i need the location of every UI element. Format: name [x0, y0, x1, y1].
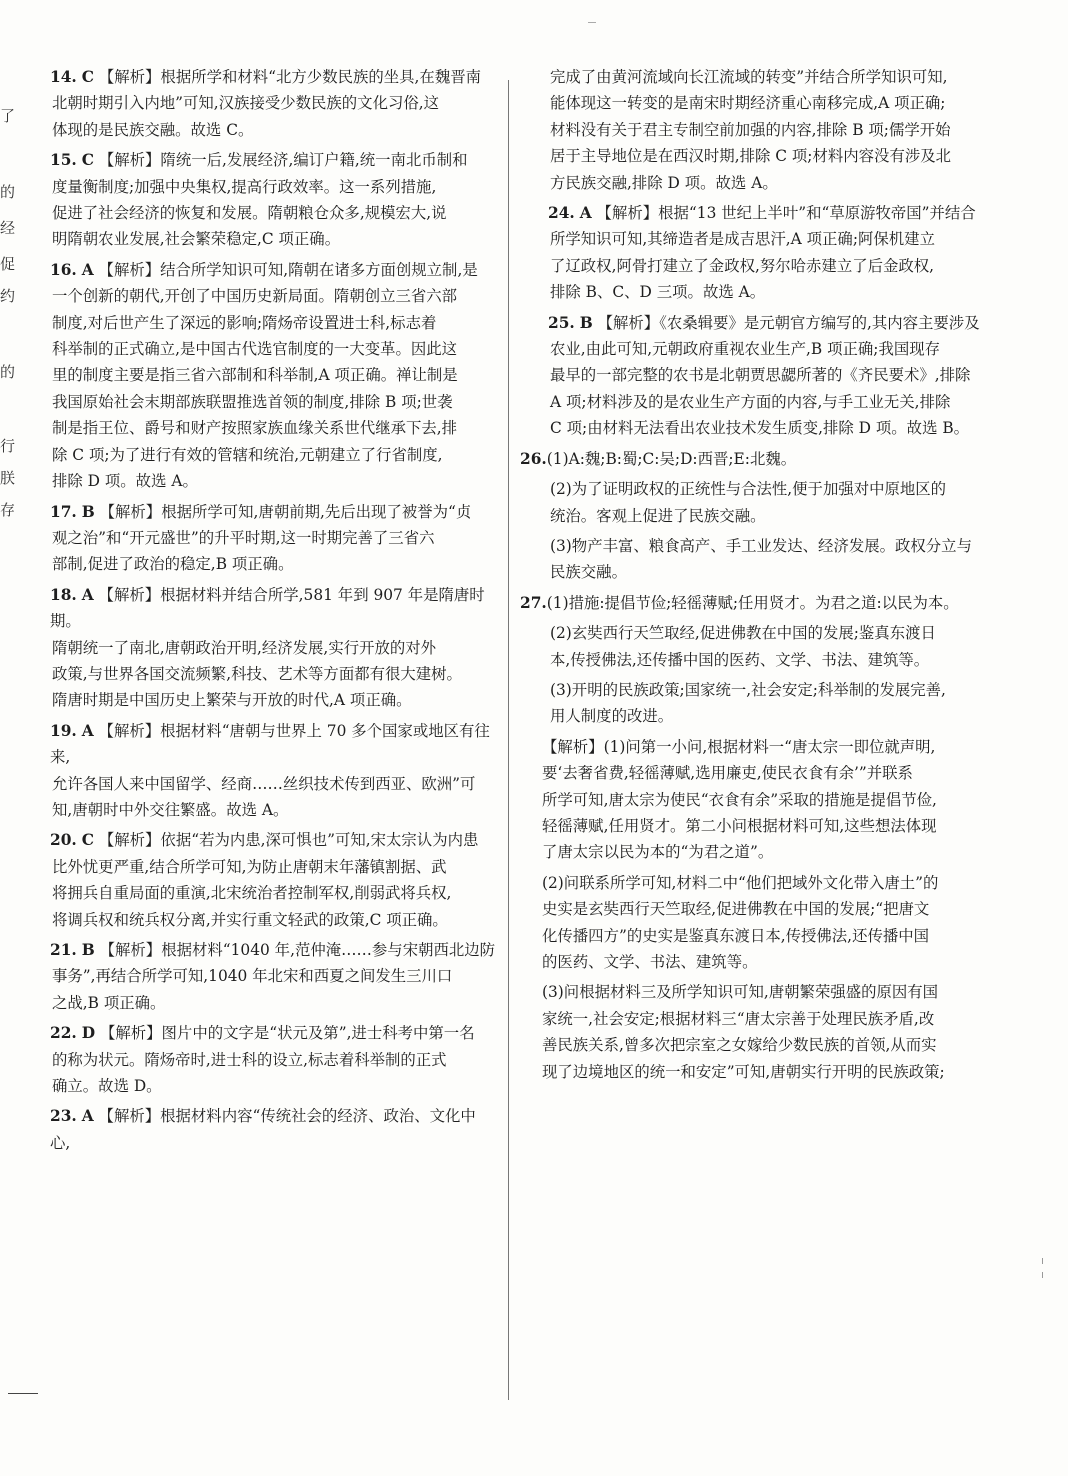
answer-line	[22, 1020, 496, 1046]
line-text: 结合所学知识可知,隋朝在诸多方面创规立制,是	[160, 260, 478, 279]
answer-letter: C	[81, 68, 94, 86]
answer-line	[22, 937, 496, 963]
answer-letter: C	[81, 151, 94, 170]
answer-line	[22, 257, 496, 283]
question-27	[520, 590, 1010, 730]
answer-letter: A	[81, 1107, 94, 1126]
answer-line: 材料没有关于君主专制空前加强的内容,排除 B 项;儒学开始	[550, 120, 951, 139]
edge-char: 经	[0, 219, 16, 237]
line-text: 根据材料“1040 年,范仲淹……参与宋朝西北边防	[161, 941, 496, 959]
question-number: 17.	[50, 502, 77, 521]
answer-line: 最早的一部完整的农书是北朝贾思勰所著的《齐民要术》,排除	[550, 366, 971, 385]
line-text: 根据“13 世纪上半叶”和“草原游牧帝国”并结合	[658, 204, 976, 223]
answer-line: 允许各国人来中国留学、经商……丝织技术传到西亚、欧洲”可	[52, 774, 476, 793]
answer-line	[22, 499, 496, 525]
answer-letter: C	[81, 831, 94, 850]
answer-line: 科举制的正式确立,是中国古代选官制度的一大变革。因此这	[52, 340, 458, 359]
answer-line: C 项;由材料无法看出农业技术发生质变,排除 D 项。故选 B。	[550, 419, 970, 438]
answer-line: (2)问联系所学可知,材料二中“他们把域外文化带入唐土”的	[542, 873, 939, 892]
answer-line: 居于主导地位是在西汉时期,排除 C 项;材料内容没有涉及北	[550, 147, 952, 166]
answer-line: 民族交融。	[550, 563, 627, 582]
answer-line: 明隋朝农业发展,社会繁荣稳定,C 项正确。	[52, 230, 341, 249]
answer-line	[22, 718, 496, 771]
answer-item	[22, 1103, 496, 1156]
answer-line: (2)为了证明政权的正统性与合法性,便于加强对中原地区的	[550, 480, 947, 499]
answer-line: 隋朝统一了南北,唐朝政治开明,经济发展,实行开放的对外	[52, 638, 437, 657]
answer-line: 度量衡制度;加强中央集权,提高行政效率。这一系列措施,	[52, 177, 437, 196]
answer-line	[520, 446, 1010, 472]
answer-line: 要‘去奢省费,轻徭薄赋,选用廉吏,使民衣食有余’”并联系	[542, 764, 913, 783]
line-text: (1)A:魏;B:蜀;C:吴;D:西晋;E:北魏。	[546, 449, 797, 468]
edge-char: 的	[0, 183, 16, 201]
edge-char: 的	[0, 363, 16, 381]
footer-mark	[8, 1393, 38, 1394]
edge-char: 存	[0, 501, 16, 519]
answer-line: 之战,B 项正确。	[52, 993, 166, 1012]
answer-line: 政策,与世界各国交流频繁,科技、艺术等方面都有很大建树。	[52, 664, 462, 683]
answer-line: 化传播四方”的史实是鉴真东渡日本,传授佛法,还传播中国	[542, 926, 930, 945]
analysis-tag: 【解析】	[98, 68, 161, 86]
sub-answer	[520, 620, 1010, 673]
answer-line: 方民族交融,排除 D 项。故选 A。	[550, 173, 778, 192]
line-text: 根据材料“唐朝与世界上 70 多个国家或地区有往来,	[50, 721, 490, 767]
analysis-tag: 【解析】	[98, 585, 161, 604]
answer-line: 将拥兵自重局面的重演,北宋统治者控制军权,削弱武将兵权,	[52, 884, 452, 903]
question-number: 21.	[50, 941, 77, 959]
question-number: 27.	[520, 593, 547, 612]
answer-line: 【解析】(1)问第一小问,根据材料一“唐太宗一即位就声明,	[542, 737, 936, 756]
edge-char: 促	[0, 255, 16, 273]
answer-item	[520, 310, 1010, 442]
line-text: 根据所学和材料“北方少数民族的坐具,在魏晋南	[160, 68, 481, 86]
answer-line	[22, 1103, 496, 1156]
answer-letter: B	[81, 941, 95, 959]
sub-answer	[520, 677, 1010, 730]
answer-line	[22, 64, 496, 90]
edge-char: 行	[0, 437, 16, 455]
analysis-paragraph	[520, 870, 1010, 976]
analysis-tag: 【解析】	[99, 502, 162, 521]
answer-line: 的称为状元。隋炀帝时,进士科的设立,标志着科举制的正式	[52, 1050, 447, 1069]
answer-line: 善民族关系,曾多次把宗室之女嫁给少数民族的首领,从而实	[542, 1036, 937, 1055]
margin-tick	[1042, 1272, 1043, 1278]
answer-letter: A	[579, 204, 592, 223]
answer-line: 排除 B、C、D 三项。故选 A。	[550, 283, 766, 302]
answer-line: 本,传授佛法,还传播中国的医药、文学、书法、建筑等。	[550, 650, 930, 669]
answer-line: 一个创新的朝代,开创了中国历史新局面。隋朝创立三省六部	[52, 287, 458, 306]
answer-line: 确立。故选 D。	[52, 1077, 162, 1096]
line-text: 根据所学可知,唐朝前期,先后出现了被誉为“贞	[161, 502, 472, 521]
answer-line: 北朝时期引入内地”可知,汉族接受少数民族的文化习俗,这	[52, 94, 440, 113]
line-text: 根据材料并结合所学,581 年到 907 年是隋唐时期。	[50, 585, 485, 631]
analysis-paragraph	[520, 979, 1010, 1085]
answer-item	[22, 1020, 496, 1099]
answer-line: 所学知识可知,其缔造者是成吉思汗,A 项正确;阿保机建立	[550, 230, 935, 249]
margin-tick	[1042, 1258, 1043, 1264]
analysis-tag: 【解析】	[98, 721, 161, 740]
answer-item	[22, 718, 496, 824]
answer-line: 里的制度主要是指三省六部制和科举制,A 项正确。禅让制是	[52, 366, 458, 385]
question-number: 22.	[50, 1024, 77, 1043]
answer-line: 农业,由此可知,元朝政府重视农业生产,B 项正确;我国现存	[550, 340, 941, 359]
answer-line: 将调兵权和统兵权分离,并实行重文轻武的政策,C 项正确。	[52, 910, 448, 929]
answer-line: 用人制度的改进。	[550, 707, 674, 726]
answer-line: 能体现这一转变的是南宋时期经济重心南移完成,A 项正确;	[550, 94, 946, 113]
answer-line: 现了边境地区的统一和安定”可知,唐朝实行开明的民族政策;	[542, 1062, 945, 1081]
line-text: 隋统一后,发展经济,编订户籍,统一南北币制和	[160, 151, 468, 170]
top-mark	[588, 22, 596, 23]
answer-line: 促进了社会经济的恢复和发展。隋朝粮仓众多,规模宏大,说	[52, 204, 447, 223]
right-column	[520, 64, 1010, 1089]
answer-line: 完成了由黄河流域向长江流域的转变”并结合所学知识可知,	[550, 68, 948, 86]
answer-line: 除 C 项;为了进行有效的管辖和统治,元朝建立了行省制度,	[52, 445, 443, 464]
analysis-tag: 【解析】	[596, 204, 659, 223]
answer-line: 所学可知,唐太宗为使民“衣食有余”采取的措施是提倡节俭,	[542, 790, 937, 809]
continuation-block	[520, 64, 1010, 196]
line-text: 根据材料内容“传统社会的经济、政治、文化中心,	[50, 1107, 476, 1152]
answer-line	[22, 582, 496, 635]
answer-line: 事务”,再结合所学可知,1040 年北宋和西夏之间发生三川口	[52, 967, 453, 986]
question-number: 24.	[548, 204, 575, 223]
sub-answer	[520, 446, 1010, 472]
line-text: 《农桑辑要》是元朝官方编写的,其内容主要涉及	[659, 313, 980, 332]
answer-line: 史实是玄奘西行天竺取经,促进佛教在中国的发展;“把唐文	[542, 900, 930, 919]
answer-letter: B	[81, 502, 95, 521]
column-divider	[508, 80, 509, 1400]
answer-line: 隋唐时期是中国历史上繁荣与开放的时代,A 项正确。	[52, 691, 412, 710]
answer-line: (3)物产丰富、粮食高产、手工业发达、经济发展。政权分立与	[550, 536, 972, 555]
analysis-tag: 【解析】	[98, 831, 161, 850]
question-number: 18.	[50, 585, 77, 604]
answer-line: 比外忧更严重,结合所学可知,为防止唐朝末年藩镇割据、武	[52, 857, 447, 876]
answer-line	[520, 310, 1010, 336]
question-27-analysis	[520, 734, 1010, 1085]
question-number: 20.	[50, 831, 77, 850]
question-number: 15.	[50, 151, 77, 170]
answer-line: 的医药、文学、书法、建筑等。	[542, 953, 758, 971]
answer-line: (3)开明的民族政策;国家统一,社会安定;科举制的发展完善,	[550, 680, 946, 699]
answer-item	[22, 147, 496, 253]
answer-line: 部制,促进了政治的稳定,B 项正确。	[52, 555, 294, 574]
question-number: 14.	[50, 68, 77, 86]
answer-line	[520, 200, 1010, 226]
question-number: 19.	[50, 721, 77, 740]
answer-line: 制是指王位、爵号和财产按照家族血缘关系世代继承下去,排	[52, 419, 458, 438]
answer-letter: A	[81, 721, 94, 740]
sub-answer	[520, 590, 1010, 616]
question-number: 16.	[50, 260, 77, 279]
answer-line: (2)玄奘西行天竺取经,促进佛教在中国的发展;鉴真东渡日	[550, 624, 936, 643]
answer-line: 统治。客观上促进了民族交融。	[550, 506, 766, 525]
answer-item	[22, 827, 496, 933]
answer-line	[520, 590, 1010, 616]
analysis-tag: 【解析】	[98, 1107, 161, 1126]
answer-item	[22, 64, 496, 143]
answer-letter: B	[579, 313, 593, 332]
question-number: 25.	[548, 313, 575, 332]
analysis-tag: 【解析】	[98, 260, 161, 279]
answer-item	[22, 937, 496, 1016]
answer-line: 制度,对后世产生了深远的影响;隋炀帝设置进士科,标志着	[52, 313, 437, 332]
question-number: 23.	[50, 1107, 77, 1126]
line-text: 依据“若为内患,深可惧也”可知,宋太宗认为内患	[160, 831, 479, 850]
answer-line: 了唐太宗以民为本的“为君之道”。	[542, 843, 774, 862]
line-text: (1)措施:提倡节俭;轻徭薄赋;任用贤才。为君之道:以民为本。	[546, 593, 959, 612]
answer-line	[22, 147, 496, 173]
answer-line: 轻徭薄赋,任用贤才。第二小问根据材料可知,这些想法体现	[542, 816, 937, 835]
answer-line: (3)问根据材料三及所学知识可知,唐朝繁荣强盛的原因有国	[542, 983, 939, 1002]
answer-line: 我国原始社会末期部族联盟推选首领的制度,排除 B 项;世袭	[52, 392, 453, 411]
answer-line: 知,唐朝时中外交往繁盛。故选 A。	[52, 800, 289, 819]
answer-line: 体现的是民族交融。故选 C。	[52, 120, 254, 139]
edge-char: 了	[0, 107, 16, 125]
answer-item	[22, 499, 496, 578]
answer-item	[520, 200, 1010, 306]
answer-item	[22, 257, 496, 495]
answer-letter: D	[81, 1024, 96, 1043]
answer-line: 了辽政权,阿骨打建立了金政权,努尔哈赤建立了后金政权,	[550, 256, 935, 275]
analysis-tag: 【解析】	[98, 151, 161, 170]
edge-char: 朕	[0, 469, 16, 487]
answer-line: A 项;材料涉及的是农业生产方面的内容,与手工业无关,排除	[550, 392, 951, 411]
analysis-tag: 【解析】	[99, 1024, 162, 1043]
analysis-tag: 【解析】	[99, 941, 162, 959]
question-number: 26.	[520, 449, 547, 468]
answer-line: 观之治”和“开元盛世”的升平时期,这一时期完善了三省六	[52, 528, 435, 547]
sub-answer	[520, 476, 1010, 529]
answer-item	[22, 582, 496, 714]
line-text: 图片中的文字是“状元及第”,进士科考中第一名	[161, 1024, 475, 1043]
edge-char: 约	[0, 287, 16, 305]
answer-letter: A	[81, 260, 94, 279]
analysis-tag: 【解析】	[597, 313, 660, 332]
answer-line: 家统一,社会安定;根据材料三“唐太宗善于处理民族矛盾,改	[542, 1009, 935, 1028]
left-column	[22, 64, 496, 1160]
answer-line: 排除 D 项。故选 A。	[52, 472, 198, 491]
question-26	[520, 446, 1010, 586]
answer-letter: A	[81, 585, 94, 604]
analysis-paragraph	[520, 734, 1010, 866]
sub-answer	[520, 533, 1010, 586]
answer-line	[22, 827, 496, 853]
